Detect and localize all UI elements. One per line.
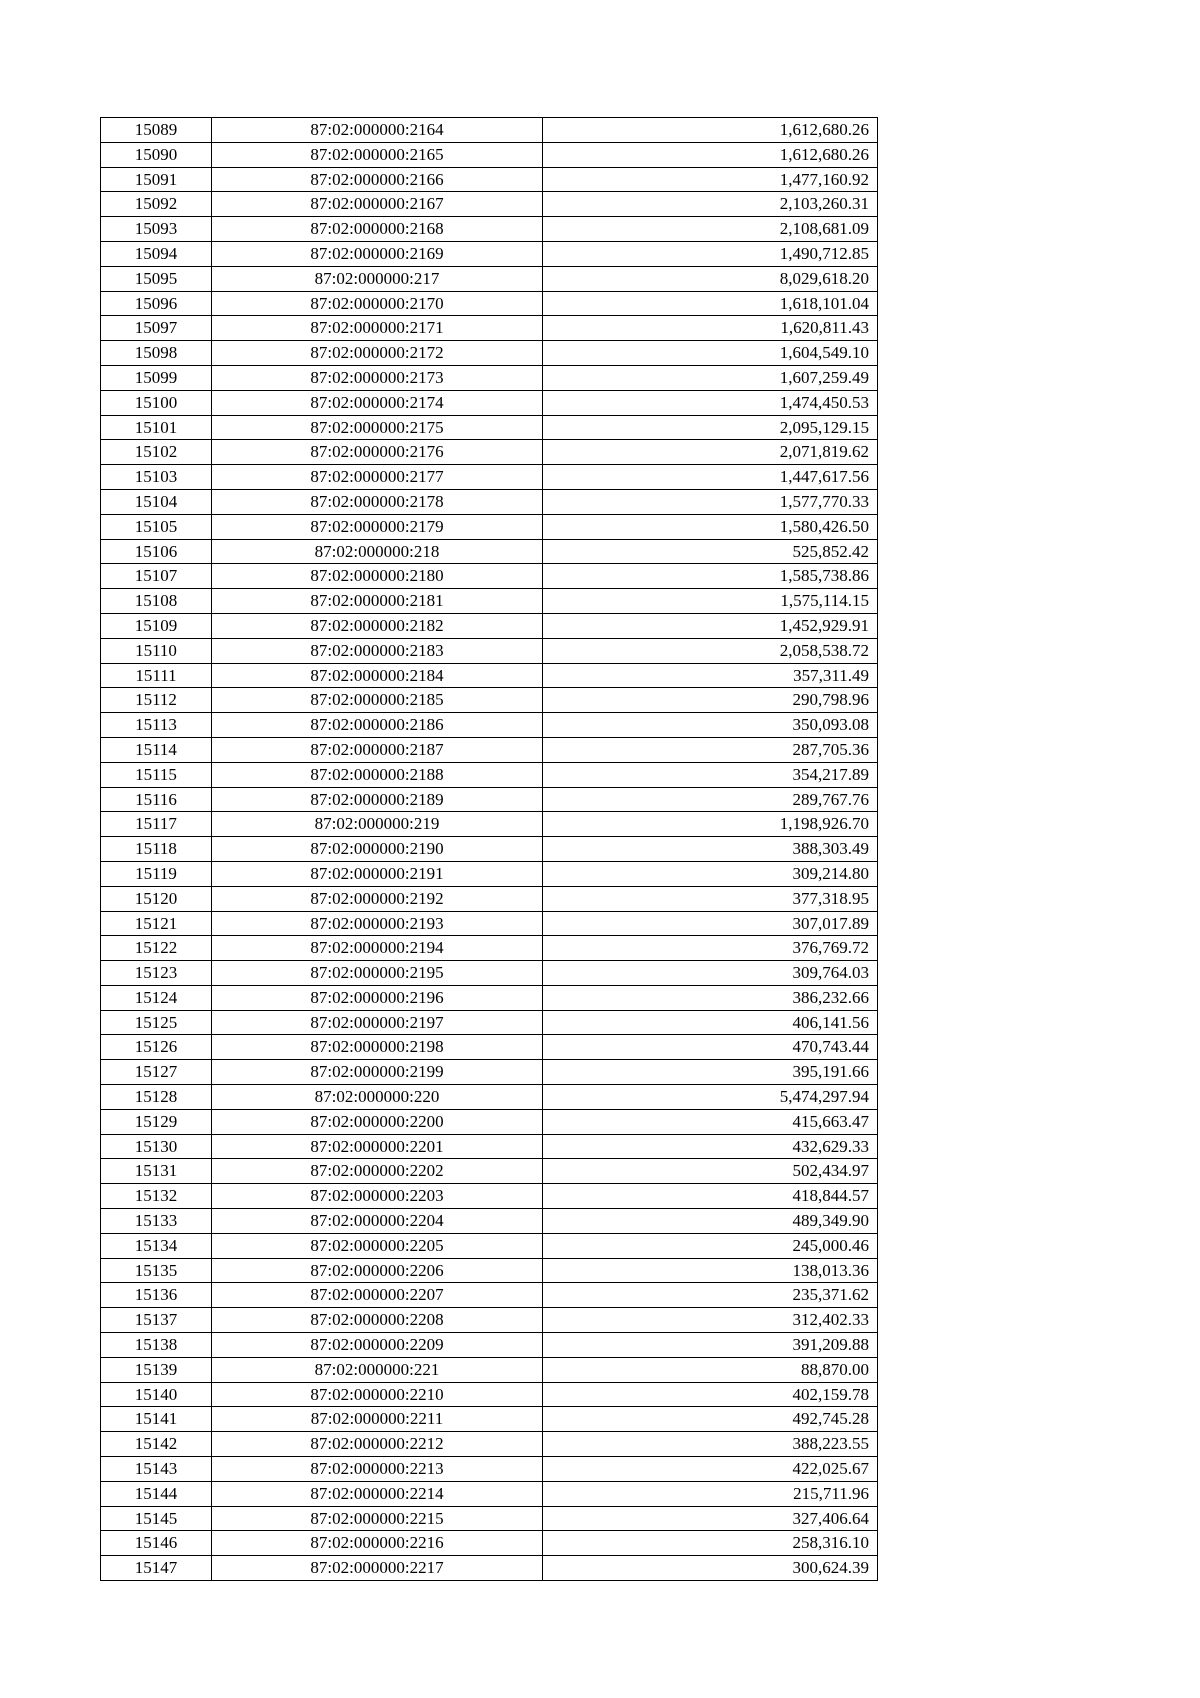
cadastral-number-cell: 87:02:000000:2181: [212, 589, 543, 614]
row-number-cell: 15115: [101, 762, 212, 787]
cadastral-value-cell: 2,108,681.09: [543, 217, 878, 242]
table-row: [101, 465, 878, 490]
cadastral-value-cell: 1,585,738.86: [543, 564, 878, 589]
row-number-cell: 15121: [101, 911, 212, 936]
table-row: [101, 1556, 878, 1581]
table-row: [101, 489, 878, 514]
row-number-cell: 15146: [101, 1531, 212, 1556]
row-number-cell: 15099: [101, 365, 212, 390]
row-number-cell: 15125: [101, 1010, 212, 1035]
cadastral-number-cell: 87:02:000000:2214: [212, 1481, 543, 1506]
cadastral-number-cell: 87:02:000000:2176: [212, 440, 543, 465]
cadastral-value-cell: 1,612,680.26: [543, 118, 878, 143]
table-row: [101, 390, 878, 415]
cadastral-number-cell: 87:02:000000:2195: [212, 961, 543, 986]
table-row: [101, 564, 878, 589]
cadastral-value-cell: 300,624.39: [543, 1556, 878, 1581]
table-row: [101, 1382, 878, 1407]
cadastral-value-cell: 1,618,101.04: [543, 291, 878, 316]
cadastral-number-cell: 87:02:000000:2196: [212, 985, 543, 1010]
table-row: [101, 1357, 878, 1382]
row-number-cell: 15147: [101, 1556, 212, 1581]
cadastral-value-cell: 309,764.03: [543, 961, 878, 986]
row-number-cell: 15140: [101, 1382, 212, 1407]
row-number-cell: 15132: [101, 1184, 212, 1209]
cadastral-number-cell: 87:02:000000:218: [212, 539, 543, 564]
table-row: [101, 1258, 878, 1283]
cadastral-number-cell: 87:02:000000:2178: [212, 489, 543, 514]
cadastral-number-cell: 87:02:000000:2212: [212, 1432, 543, 1457]
cadastral-number-cell: 87:02:000000:2207: [212, 1283, 543, 1308]
row-number-cell: 15091: [101, 167, 212, 192]
row-number-cell: 15142: [101, 1432, 212, 1457]
row-number-cell: 15120: [101, 886, 212, 911]
row-number-cell: 15123: [101, 961, 212, 986]
row-number-cell: 15124: [101, 985, 212, 1010]
cadastral-number-cell: 87:02:000000:2169: [212, 241, 543, 266]
cadastral-value-cell: 422,025.67: [543, 1457, 878, 1482]
cadastral-value-cell: 1,198,926.70: [543, 812, 878, 837]
cadastral-number-cell: 87:02:000000:2198: [212, 1035, 543, 1060]
table-row: [101, 1184, 878, 1209]
table-row: [101, 1010, 878, 1035]
table-row: [101, 787, 878, 812]
row-number-cell: 15094: [101, 241, 212, 266]
table-body: [101, 118, 878, 1581]
cadastral-number-cell: 87:02:000000:2210: [212, 1382, 543, 1407]
cadastral-number-cell: 87:02:000000:2206: [212, 1258, 543, 1283]
table-row: [101, 142, 878, 167]
table-row: [101, 266, 878, 291]
row-number-cell: 15136: [101, 1283, 212, 1308]
cadastral-number-cell: 87:02:000000:2189: [212, 787, 543, 812]
table-row: [101, 837, 878, 862]
table-row: [101, 762, 878, 787]
table-row: [101, 1109, 878, 1134]
table-row: [101, 1134, 878, 1159]
row-number-cell: 15104: [101, 489, 212, 514]
table-row: [101, 217, 878, 242]
cadastral-value-cell: 5,474,297.94: [543, 1085, 878, 1110]
cadastral-number-cell: 87:02:000000:2180: [212, 564, 543, 589]
row-number-cell: 15143: [101, 1457, 212, 1482]
cadastral-value-cell: 386,232.66: [543, 985, 878, 1010]
row-number-cell: 15118: [101, 837, 212, 862]
row-number-cell: 15102: [101, 440, 212, 465]
cadastral-number-cell: 87:02:000000:2186: [212, 713, 543, 738]
cadastral-number-cell: 87:02:000000:2216: [212, 1531, 543, 1556]
cadastral-number-cell: 87:02:000000:2197: [212, 1010, 543, 1035]
row-number-cell: 15129: [101, 1109, 212, 1134]
cadastral-value-cell: 2,103,260.31: [543, 192, 878, 217]
cadastral-number-cell: 87:02:000000:2172: [212, 341, 543, 366]
table-row: [101, 514, 878, 539]
cadastral-value-cell: 391,209.88: [543, 1333, 878, 1358]
row-number-cell: 15134: [101, 1233, 212, 1258]
cadastral-value-cell: 327,406.64: [543, 1506, 878, 1531]
table-row: [101, 415, 878, 440]
cadastral-value-cell: 312,402.33: [543, 1308, 878, 1333]
cadastral-value-cell: 287,705.36: [543, 737, 878, 762]
table-row: [101, 936, 878, 961]
row-number-cell: 15135: [101, 1258, 212, 1283]
row-number-cell: 15114: [101, 737, 212, 762]
cadastral-value-cell: 215,711.96: [543, 1481, 878, 1506]
cadastral-value-cell: 525,852.42: [543, 539, 878, 564]
cadastral-value-cell: 1,604,549.10: [543, 341, 878, 366]
cadastral-number-cell: 87:02:000000:220: [212, 1085, 543, 1110]
cadastral-number-cell: 87:02:000000:2165: [212, 142, 543, 167]
cadastral-value-cell: 1,577,770.33: [543, 489, 878, 514]
table-row: [101, 663, 878, 688]
cadastral-value-cell: 138,013.36: [543, 1258, 878, 1283]
cadastral-value-cell: 258,316.10: [543, 1531, 878, 1556]
cadastral-value-cell: 8,029,618.20: [543, 266, 878, 291]
table-row: [101, 316, 878, 341]
row-number-cell: 15119: [101, 861, 212, 886]
cadastral-number-cell: 87:02:000000:2171: [212, 316, 543, 341]
cadastral-value-cell: 406,141.56: [543, 1010, 878, 1035]
table-row: [101, 1432, 878, 1457]
row-number-cell: 15137: [101, 1308, 212, 1333]
cadastral-value-cell: 377,318.95: [543, 886, 878, 911]
table-row: [101, 291, 878, 316]
table-row: [101, 1407, 878, 1432]
row-number-cell: 15101: [101, 415, 212, 440]
cadastral-value-cell: 354,217.89: [543, 762, 878, 787]
row-number-cell: 15095: [101, 266, 212, 291]
row-number-cell: 15111: [101, 663, 212, 688]
cadastral-number-cell: 87:02:000000:2175: [212, 415, 543, 440]
table-row: [101, 713, 878, 738]
row-number-cell: 15141: [101, 1407, 212, 1432]
row-number-cell: 15105: [101, 514, 212, 539]
cadastral-number-cell: 87:02:000000:217: [212, 266, 543, 291]
row-number-cell: 15145: [101, 1506, 212, 1531]
table-row: [101, 341, 878, 366]
row-number-cell: 15110: [101, 638, 212, 663]
row-number-cell: 15093: [101, 217, 212, 242]
table-row: [101, 688, 878, 713]
cadastral-number-cell: 87:02:000000:2185: [212, 688, 543, 713]
table-row: [101, 365, 878, 390]
cadastral-value-cell: 415,663.47: [543, 1109, 878, 1134]
row-number-cell: 15126: [101, 1035, 212, 1060]
cadastral-value-cell: 357,311.49: [543, 663, 878, 688]
cadastral-value-cell: 418,844.57: [543, 1184, 878, 1209]
cadastral-number-cell: 87:02:000000:2199: [212, 1060, 543, 1085]
table-row: [101, 812, 878, 837]
table-row: [101, 985, 878, 1010]
table-row: [101, 589, 878, 614]
table-row: [101, 961, 878, 986]
row-number-cell: 15131: [101, 1159, 212, 1184]
table-row: [101, 1457, 878, 1482]
cadastral-value-cell: 1,477,160.92: [543, 167, 878, 192]
cadastral-value-cell: 1,447,617.56: [543, 465, 878, 490]
table-row: [101, 1481, 878, 1506]
table-row: [101, 1209, 878, 1234]
table-row: [101, 638, 878, 663]
cadastral-number-cell: 87:02:000000:2201: [212, 1134, 543, 1159]
row-number-cell: 15092: [101, 192, 212, 217]
cadastral-value-cell: 1,620,811.43: [543, 316, 878, 341]
table-row: [101, 192, 878, 217]
cadastral-value-cell: 235,371.62: [543, 1283, 878, 1308]
cadastral-value-cell: 290,798.96: [543, 688, 878, 713]
row-number-cell: 15112: [101, 688, 212, 713]
cadastral-value-cell: 1,612,680.26: [543, 142, 878, 167]
cadastral-number-cell: 87:02:000000:2167: [212, 192, 543, 217]
cadastral-number-cell: 87:02:000000:2184: [212, 663, 543, 688]
cadastral-value-cell: 388,303.49: [543, 837, 878, 862]
cadastral-value-cell: 1,474,450.53: [543, 390, 878, 415]
cadastral-number-cell: 87:02:000000:2217: [212, 1556, 543, 1581]
row-number-cell: 15144: [101, 1481, 212, 1506]
cadastral-number-cell: 87:02:000000:2174: [212, 390, 543, 415]
table-row: [101, 1060, 878, 1085]
cadastral-value-cell: 350,093.08: [543, 713, 878, 738]
cadastral-number-cell: 87:02:000000:2192: [212, 886, 543, 911]
cadastral-value-cell: 2,071,819.62: [543, 440, 878, 465]
cadastral-number-cell: 87:02:000000:2187: [212, 737, 543, 762]
row-number-cell: 15113: [101, 713, 212, 738]
cadastral-value-cell: 502,434.97: [543, 1159, 878, 1184]
cadastral-number-cell: 87:02:000000:2208: [212, 1308, 543, 1333]
cadastral-number-cell: 87:02:000000:2170: [212, 291, 543, 316]
row-number-cell: 15098: [101, 341, 212, 366]
cadastral-number-cell: 87:02:000000:2202: [212, 1159, 543, 1184]
cadastral-number-cell: 87:02:000000:2194: [212, 936, 543, 961]
cadastral-value-cell: 388,223.55: [543, 1432, 878, 1457]
row-number-cell: 15128: [101, 1085, 212, 1110]
cadastral-number-cell: 87:02:000000:2200: [212, 1109, 543, 1134]
row-number-cell: 15117: [101, 812, 212, 837]
row-number-cell: 15096: [101, 291, 212, 316]
row-number-cell: 15130: [101, 1134, 212, 1159]
cadastral-number-cell: 87:02:000000:2203: [212, 1184, 543, 1209]
cadastral-value-cell: 1,452,929.91: [543, 613, 878, 638]
cadastral-value-cell: 2,095,129.15: [543, 415, 878, 440]
row-number-cell: 15089: [101, 118, 212, 143]
table-row: [101, 613, 878, 638]
row-number-cell: 15138: [101, 1333, 212, 1358]
cadastral-number-cell: 87:02:000000:2173: [212, 365, 543, 390]
row-number-cell: 15103: [101, 465, 212, 490]
table-row: [101, 539, 878, 564]
table-row: [101, 737, 878, 762]
cadastral-number-cell: 87:02:000000:2188: [212, 762, 543, 787]
cadastral-number-cell: 87:02:000000:2205: [212, 1233, 543, 1258]
cadastral-value-cell: 307,017.89: [543, 911, 878, 936]
cadastral-number-cell: 87:02:000000:2211: [212, 1407, 543, 1432]
row-number-cell: 15090: [101, 142, 212, 167]
row-number-cell: 15108: [101, 589, 212, 614]
cadastral-number-cell: 87:02:000000:2179: [212, 514, 543, 539]
cadastral-value-cell: 289,767.76: [543, 787, 878, 812]
cadastral-value-cell: 432,629.33: [543, 1134, 878, 1159]
row-number-cell: 15127: [101, 1060, 212, 1085]
row-number-cell: 15109: [101, 613, 212, 638]
cadastral-number-cell: 87:02:000000:221: [212, 1357, 543, 1382]
cadastral-value-cell: 489,349.90: [543, 1209, 878, 1234]
table-row: [101, 1531, 878, 1556]
table-row: [101, 167, 878, 192]
table-row: [101, 241, 878, 266]
cadastral-value-cell: 395,191.66: [543, 1060, 878, 1085]
cadastral-number-cell: 87:02:000000:2213: [212, 1457, 543, 1482]
cadastral-number-cell: 87:02:000000:2183: [212, 638, 543, 663]
table-row: [101, 1308, 878, 1333]
table-row: [101, 1506, 878, 1531]
row-number-cell: 15106: [101, 539, 212, 564]
cadastral-number-cell: 87:02:000000:2177: [212, 465, 543, 490]
cadastral-value-cell: 1,607,259.49: [543, 365, 878, 390]
table-row: [101, 886, 878, 911]
cadastral-number-cell: 87:02:000000:2193: [212, 911, 543, 936]
cadastral-number-cell: 87:02:000000:2164: [212, 118, 543, 143]
row-number-cell: 15097: [101, 316, 212, 341]
cadastral-value-cell: 376,769.72: [543, 936, 878, 961]
table-row: [101, 118, 878, 143]
cadastral-value-cell: 402,159.78: [543, 1382, 878, 1407]
table-row: [101, 1085, 878, 1110]
table-row: [101, 440, 878, 465]
row-number-cell: 15107: [101, 564, 212, 589]
row-number-cell: 15122: [101, 936, 212, 961]
cadastral-number-cell: 87:02:000000:2168: [212, 217, 543, 242]
cadastral-value-table: [100, 117, 878, 1581]
cadastral-number-cell: 87:02:000000:2191: [212, 861, 543, 886]
cadastral-number-cell: 87:02:000000:219: [212, 812, 543, 837]
row-number-cell: 15133: [101, 1209, 212, 1234]
cadastral-value-cell: 2,058,538.72: [543, 638, 878, 663]
cadastral-value-cell: 1,580,426.50: [543, 514, 878, 539]
row-number-cell: 15116: [101, 787, 212, 812]
cadastral-number-cell: 87:02:000000:2209: [212, 1333, 543, 1358]
cadastral-number-cell: 87:02:000000:2166: [212, 167, 543, 192]
cadastral-value-cell: 245,000.46: [543, 1233, 878, 1258]
table-row: [101, 911, 878, 936]
cadastral-value-cell: 88,870.00: [543, 1357, 878, 1382]
cadastral-value-cell: 309,214.80: [543, 861, 878, 886]
cadastral-number-cell: 87:02:000000:2190: [212, 837, 543, 862]
table-row: [101, 1035, 878, 1060]
table-row: [101, 1333, 878, 1358]
cadastral-number-cell: 87:02:000000:2204: [212, 1209, 543, 1234]
cadastral-value-cell: 492,745.28: [543, 1407, 878, 1432]
table-row: [101, 1159, 878, 1184]
table-row: [101, 1283, 878, 1308]
row-number-cell: 15100: [101, 390, 212, 415]
cadastral-number-cell: 87:02:000000:2215: [212, 1506, 543, 1531]
cadastral-number-cell: 87:02:000000:2182: [212, 613, 543, 638]
cadastral-value-cell: 470,743.44: [543, 1035, 878, 1060]
cadastral-value-cell: 1,575,114.15: [543, 589, 878, 614]
cadastral-value-cell: 1,490,712.85: [543, 241, 878, 266]
table-row: [101, 1233, 878, 1258]
table-row: [101, 861, 878, 886]
row-number-cell: 15139: [101, 1357, 212, 1382]
